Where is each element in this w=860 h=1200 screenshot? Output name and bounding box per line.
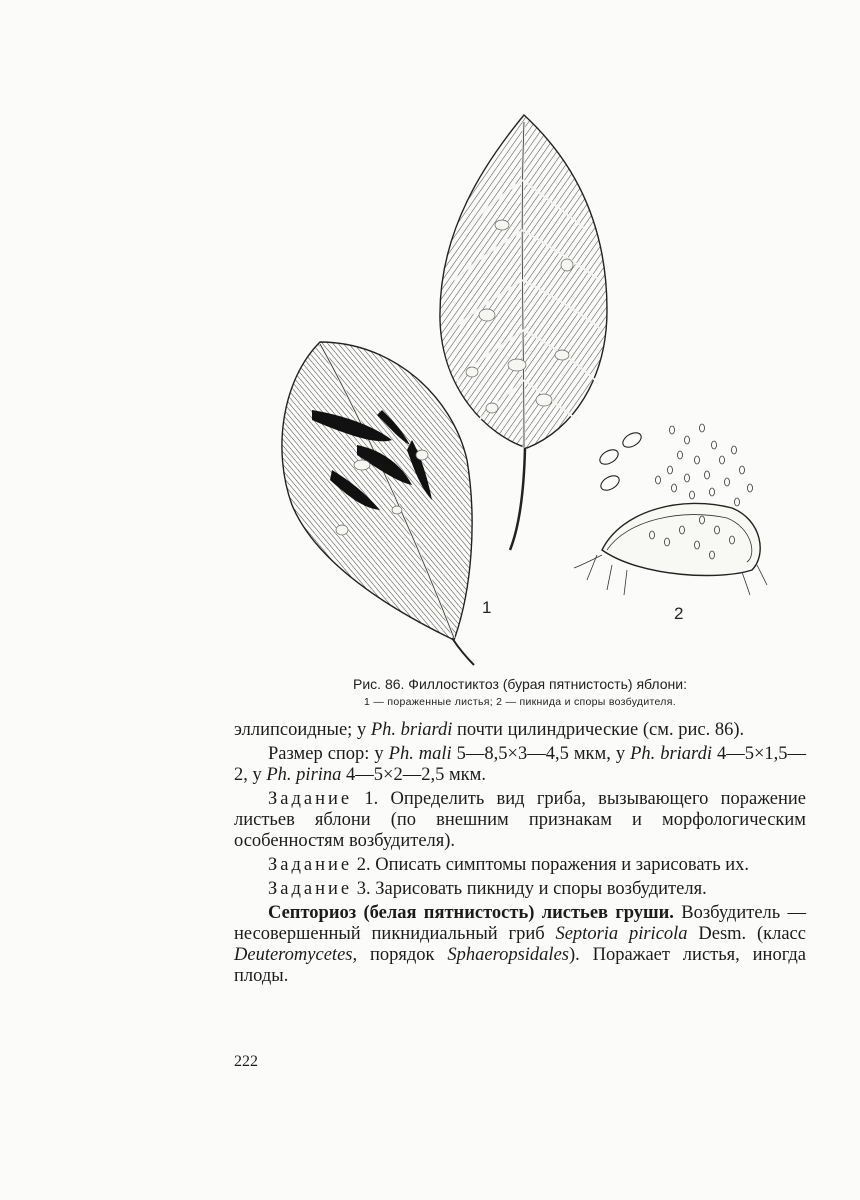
pycnidium-drawing: [574, 424, 767, 595]
figure-caption-legend: 1 — пораженные листья; 2 — пикнида и споры возбудителя.: [364, 696, 676, 708]
taxon-name: Deuteromycetes,: [234, 945, 358, 965]
text-run: 5—8,5×3—4,5 мкм, у: [451, 744, 631, 764]
section-heading: Септориоз (белая пятнистость) листьев груши.: [268, 903, 674, 923]
task-2: [234, 855, 806, 876]
paragraph-septoria: [234, 903, 806, 987]
paragraph-1: [234, 720, 806, 741]
text-run: 4—5×2—2,5 мкм.: [341, 765, 486, 785]
species-name: Ph. briardi: [630, 744, 712, 764]
figure-illustration: [262, 110, 772, 670]
task-heading: Задание: [268, 855, 353, 875]
species-name: Ph. pirina: [266, 765, 342, 785]
figure-label-2: 2: [674, 604, 684, 623]
species-name: Ph. briardi: [370, 720, 453, 740]
species-name: Septoria piricola: [555, 924, 688, 944]
paragraph-2: [234, 744, 806, 786]
text-run: Desm. (класс: [687, 924, 806, 944]
text-run: 4—5×1,5—2, у: [234, 744, 807, 785]
text-run: почти цилиндрические (см. рис. 86).: [452, 720, 745, 740]
body-text: [234, 720, 806, 990]
text-run: 1. Определить вид гриба, вызывающего поражение листьев яблони (по внешним признакам и морфологическим особенностям возбудителя).: [234, 789, 806, 851]
lower-leaf: [282, 342, 474, 665]
text-run: Размер спор: у: [268, 744, 389, 764]
leaves-drawing: [262, 110, 772, 670]
text-run: Возбудитель — несовершенный пикнидиальный гриб: [234, 903, 806, 944]
task-heading: Задание: [268, 789, 353, 809]
task-heading: Задание: [268, 879, 353, 899]
text-run: порядок: [357, 945, 448, 965]
text-run: ). Поражает листья, иногда плоды.: [234, 945, 806, 986]
task-3: [234, 879, 806, 900]
species-name: Ph. mali: [388, 744, 452, 764]
page-number: 222: [234, 1053, 258, 1070]
text-run: эллипсоидные; у: [234, 720, 371, 740]
task-1: [234, 789, 806, 852]
figure-label-1: 1: [482, 598, 492, 617]
text-run: 3. Зарисовать пикниду и споры возбудителя.: [352, 879, 707, 899]
text-run: 2. Описать симптомы поражения и зарисовать их.: [352, 855, 750, 875]
figure-caption-title: Рис. 86. Филлостиктоз (бурая пятнистость) яблони:: [353, 676, 687, 692]
taxon-name: Sphaeropsidales: [447, 945, 569, 965]
